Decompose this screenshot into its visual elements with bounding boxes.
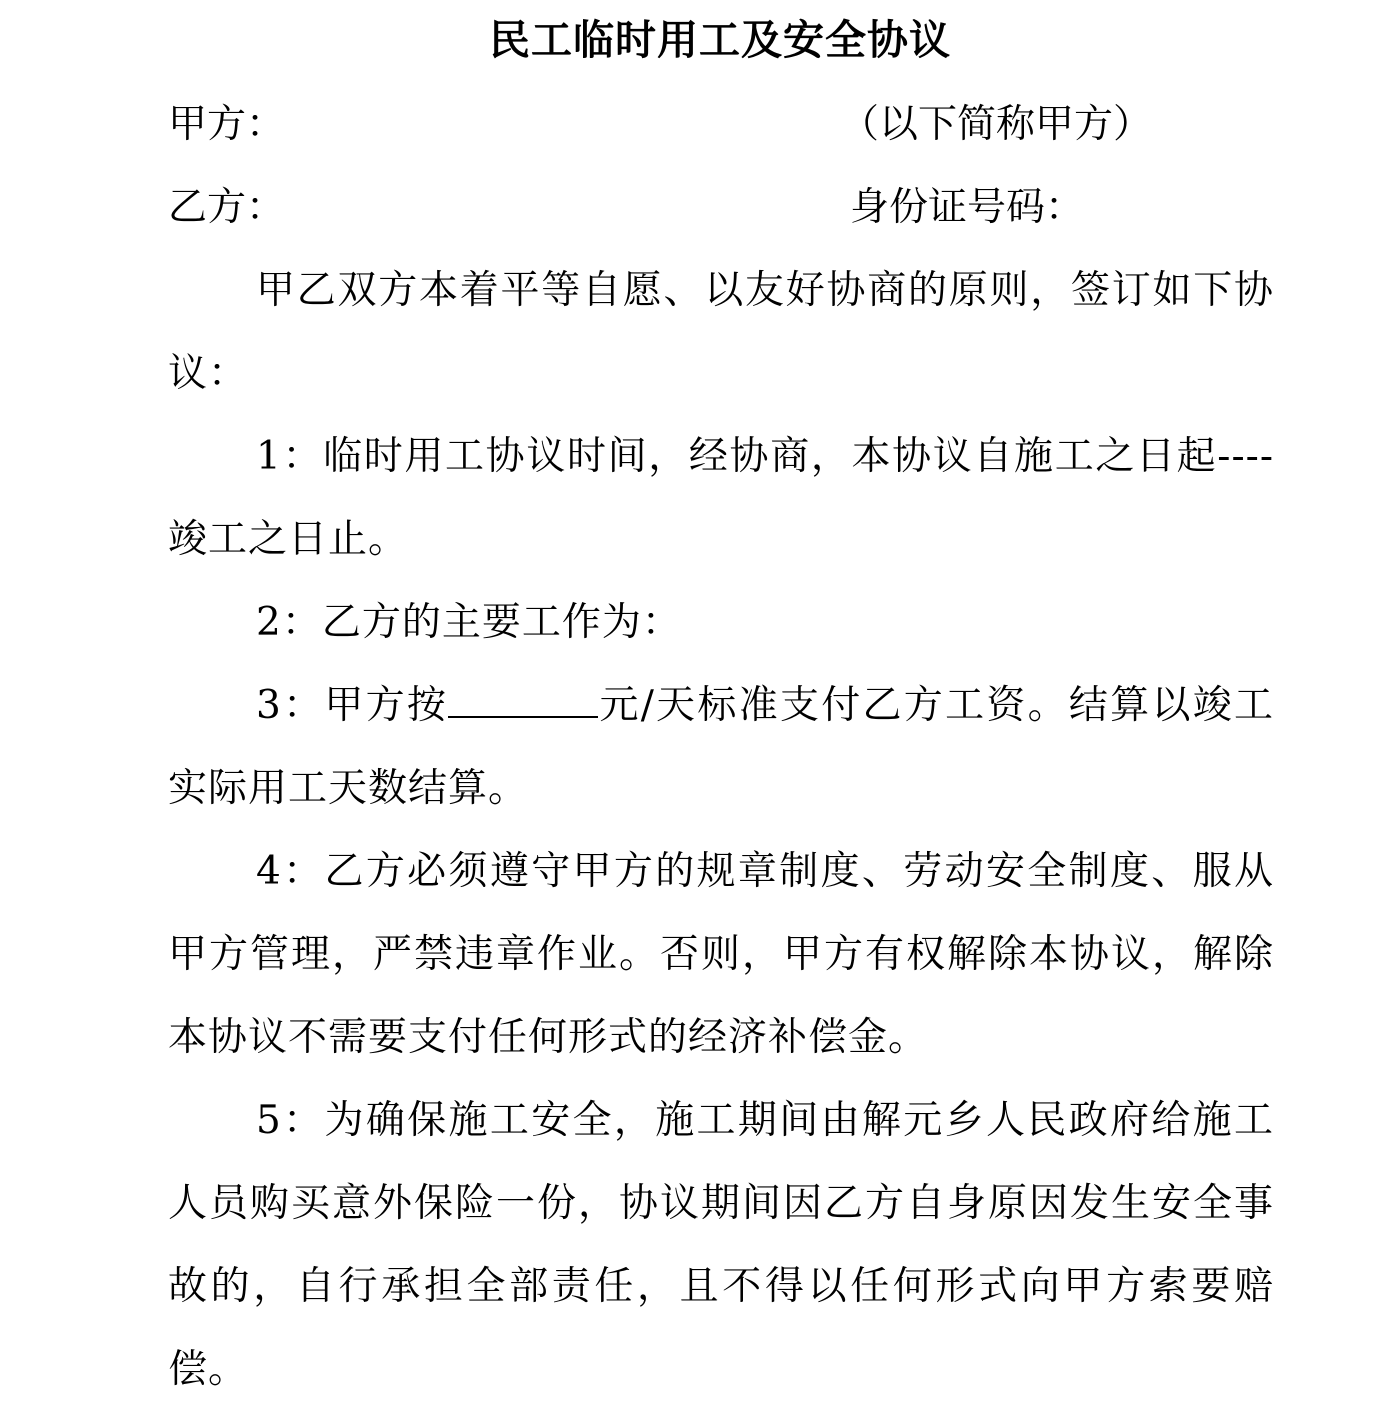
intro-paragraph: 甲乙双方本着平等自愿、以友好协商的原则，签订如下协议：	[168, 268, 1274, 396]
wage-blank-line	[448, 686, 598, 718]
clause-2: 2：乙方的主要工作为：	[256, 600, 682, 645]
document-title: 民工临时用工及安全协议	[489, 16, 951, 64]
clause-5: 5：为确保施工安全，施工期间由解元乡人民政府给施工人员购买意外保险一份，协议期间因乙方自身原因发生安全事故的，自行承担全部责任，且不得以任何形式向甲方索要赔偿。	[168, 1098, 1274, 1392]
party-a-row	[168, 83, 1274, 166]
clause-4: 4：乙方必须遵守甲方的规章制度、劳动安全制度、服从甲方管理，严禁违章作业。否则，甲方有权解除本协议，解除本协议不需要支付任何形式的经济补偿金。	[168, 849, 1274, 1060]
clause-3-prefix: 3：甲方按	[256, 683, 449, 728]
party-a-label: 甲方：	[168, 102, 286, 147]
clause-1: 1：临时用工协议时间，经协商，本协议自施工之日起----竣工之日止。	[168, 434, 1274, 562]
party-b-id-label: 身份证号码：	[850, 185, 1085, 230]
document-body	[168, 83, 1274, 1411]
clause-3	[168, 664, 1274, 830]
clause-3-suffix: 元/天标准支付乙方工资。结算以竣工实际用工天数结算。	[168, 683, 1274, 811]
party-b-row	[168, 166, 1274, 249]
party-a-alias: （以下简称甲方）	[840, 102, 1153, 147]
party-b-label: 乙方：	[168, 185, 286, 230]
